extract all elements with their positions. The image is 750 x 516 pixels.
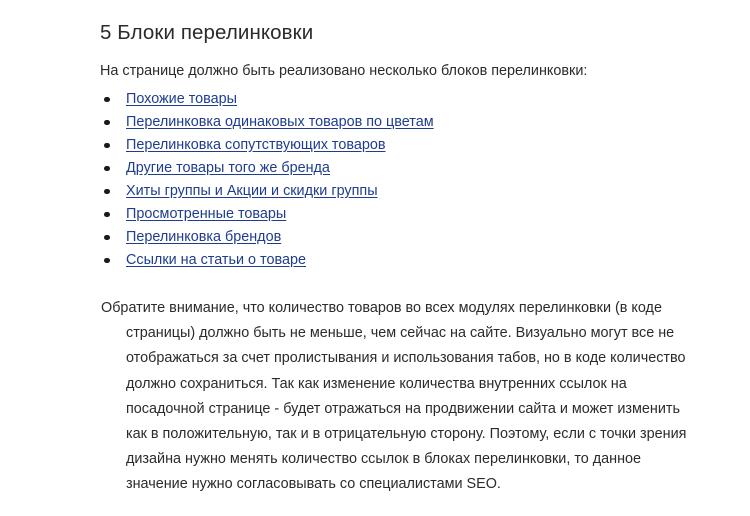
- link-drugie-tovary-togo-zhe-brenda[interactable]: Другие товары того же бренда: [126, 160, 330, 176]
- list-item: [100, 249, 660, 272]
- bullet-dot-icon: [104, 97, 110, 103]
- list-item: [100, 134, 660, 157]
- list-item: [100, 203, 660, 226]
- bullet-dot-icon: [104, 235, 110, 241]
- link-ssylki-na-stati-o-tovare[interactable]: Ссылки на статьи о товаре: [126, 252, 306, 268]
- list-item: [100, 157, 660, 180]
- bullet-dot-icon: [104, 120, 110, 126]
- list-item: [100, 180, 660, 203]
- bullet-dot-icon: [104, 189, 110, 195]
- note-paragraph: Обратите внимание, что количество товаров во всех модулях перелинковки (в коде страницы) должно быть не меньше, чем сейчас на сайте. Визуально могут все не отображаться за счет пролистывания и использования табов, но в коде количество должно сохраниться. Так как изменение количества внутренних ссылок на посадочной странице - будет отражаться на продвижении сайта и может изменить как в положительную, так и в отрицательную сторону. Поэтому, если с точки зрения дизайна нужно менять количество ссылок в блоках перелинковки, то данное значение нужно согласовывать со специалистами SEO.: [101, 300, 687, 493]
- page-title: 5 Блоки перелинковки: [100, 21, 314, 44]
- bullet-dot-icon: [104, 212, 110, 218]
- link-perelinkovka-brendov[interactable]: Перелинковка брендов: [126, 229, 282, 245]
- link-perelinkovka-odinakovyh-tovarov-po-cvetam[interactable]: Перелинковка одинаковых товаров по цветам: [126, 114, 434, 130]
- intro-paragraph: На странице должно быть реализовано несколько блоков перелинковки:: [100, 63, 588, 79]
- link-prosmotrennye-tovary[interactable]: Просмотренные товары: [126, 206, 287, 222]
- bullet-dot-icon: [104, 258, 110, 264]
- bullet-dot-icon: [104, 143, 110, 149]
- bullet-dot-icon: [104, 166, 110, 172]
- list-item: [100, 226, 660, 249]
- link-pohozhie-tovary[interactable]: Похожие товары: [126, 91, 237, 107]
- link-perelinkovka-soputstvuyushchih-tovarov[interactable]: Перелинковка сопутствующих товаров: [126, 137, 386, 153]
- list-item: [100, 88, 660, 111]
- link-hity-gruppy-i-akcii-i-skidki-gruppy[interactable]: Хиты группы и Акции и скидки группы: [126, 183, 378, 199]
- list-item: [100, 111, 660, 134]
- interlinking-block-list: [100, 88, 660, 272]
